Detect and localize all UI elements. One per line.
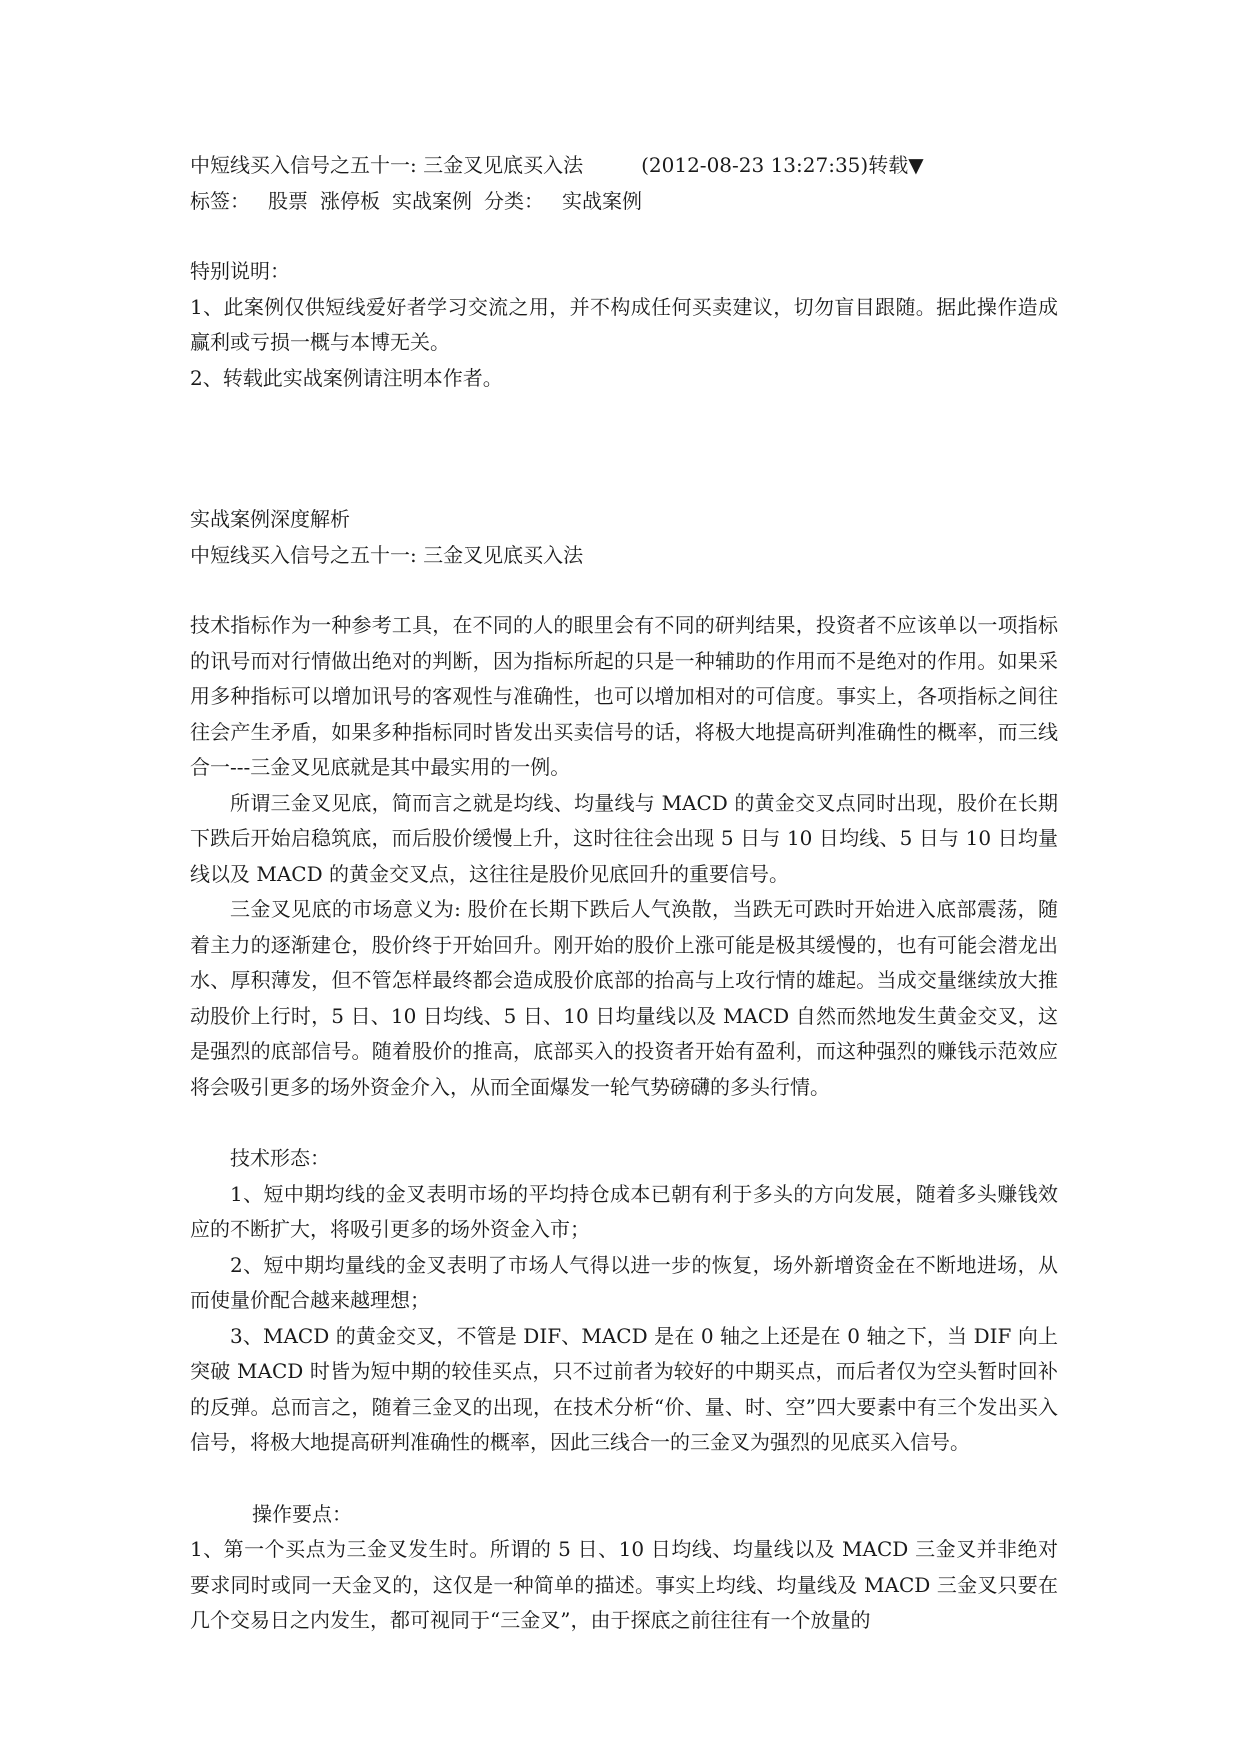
technical-heading: 技术形态： xyxy=(230,1146,330,1170)
analysis-heading: 实战案例深度解析 xyxy=(190,507,350,531)
document-page xyxy=(190,148,1058,1639)
tag[interactable]: 股票 xyxy=(268,188,308,213)
article-title: 中短线买入信号之五十一: 三金叉见底买入法 xyxy=(190,153,584,177)
tag[interactable]: 涨停板 xyxy=(320,188,380,213)
operation-item: 1、第一个买点为三金叉发生时。所谓的 5 日、10 日均线、均量线以及 MACD 三金叉并非绝对要求同时或同一天金叉的，这仅是一种简单的描述。事实上均线、均量线及 MACD 三金叉只要在几个交易日之内发生，都可视同于“三金叉”，由于探底之前往往有一个放量的 xyxy=(190,1537,1058,1632)
category-value[interactable]: 实战案例 xyxy=(562,188,642,213)
notice-heading: 特别说明： xyxy=(190,259,290,283)
post-date: (2012-08-23 13:27:35)转载▼ xyxy=(641,153,924,177)
analysis-subheading: 中短线买入信号之五十一: 三金叉见底买入法 xyxy=(190,542,584,567)
tags-label: 标签： xyxy=(190,188,250,213)
technical-item: 1、短中期均线的金叉表明市场的平均持仓成本已朝有利于多头的方向发展，随着多头赚钱效应的不断扩大，将吸引更多的场外资金入市； xyxy=(190,1181,1058,1241)
tag[interactable]: 实战案例 xyxy=(392,188,472,213)
analysis-paragraph: 三金叉见底的市场意义为: 股价在长期下跌后人气涣散，当跌无可跌时开始进入底部震荡，随着主力的逐渐建仓，股价终于开始回升。刚开始的股价上涨可能是极其缓慢的，也有可能会潜龙出水、厚积薄发，但不管怎样最终都会造成股价底部的抬高与上攻行情的雄起。当成交量继续放大推动股价上行时，5 日、10 日均线、5 日、10 日均量线以及 MACD 自然而然地发生黄金交叉，这是强烈的底部信号。随着股价的推高，底部买入的投资者开始有盈利，而这种强烈的赚钱示范效应将会吸引更多的场外资金介入，从而全面爆发一轮气势磅礴的多头行情。 xyxy=(190,897,1058,1099)
notice-item: 1、此案例仅供短线爱好者学习交流之用，并不构成任何买卖建议，切勿盲目跟随。据此操作造成赢利或亏损一概与本博无关。 xyxy=(190,294,1058,354)
technical-item: 3、MACD 的黄金交叉，不管是 DIF、MACD 是在 0 轴之上还是在 0 轴之下，当 DIF 向上突破 MACD 时皆为短中期的较佳买点，只不过前者为较好的中期买点，而后者仅为空头暂时回补的反弹。总而言之，随着三金叉的出现，在技术分析“价、量、时、空”四大要素中有三个发出买入信号，将极大地提高研判准确性的概率，因此三线合一的三金叉为强烈的见底买入信号。 xyxy=(190,1323,1058,1454)
analysis-paragraph: 技术指标作为一种参考工具，在不同的人的眼里会有不同的研判结果，投资者不应该单以一项指标的讯号而对行情做出绝对的判断，因为指标所起的只是一种辅助的作用而不是绝对的作用。如果采用多种指标可以增加讯号的客观性与准确性，也可以增加相对的可信度。事实上，各项指标之间往往会产生矛盾，如果多种指标同时皆发出买卖信号的话，将极大地提高研判准确性的概率，而三线合一---三金叉见底就是其中最实用的一例。 xyxy=(190,613,1058,779)
article-title-row xyxy=(190,148,1058,184)
notice-item: 2、转载此实战案例请注明本作者。 xyxy=(190,365,503,390)
technical-item: 2、短中期均量线的金叉表明了市场人气得以进一步的恢复，场外新增资金在不断地进场，从而使量价配合越来越理想； xyxy=(190,1252,1058,1312)
analysis-paragraph: 所谓三金叉见底，简而言之就是均线、均量线与 MACD 的黄金交叉点同时出现，股价在长期下跌后开始启稳筑底，而后股价缓慢上升，这时往往会出现 5 日与 10 日均线、5 日与 10 日均量线以及 MACD 的黄金交叉点，这往往是股价见底回升的重要信号。 xyxy=(190,790,1058,886)
operation-heading: 操作要点： xyxy=(252,1501,352,1526)
category-label: 分类： xyxy=(484,188,544,213)
tags-row xyxy=(190,184,1058,220)
